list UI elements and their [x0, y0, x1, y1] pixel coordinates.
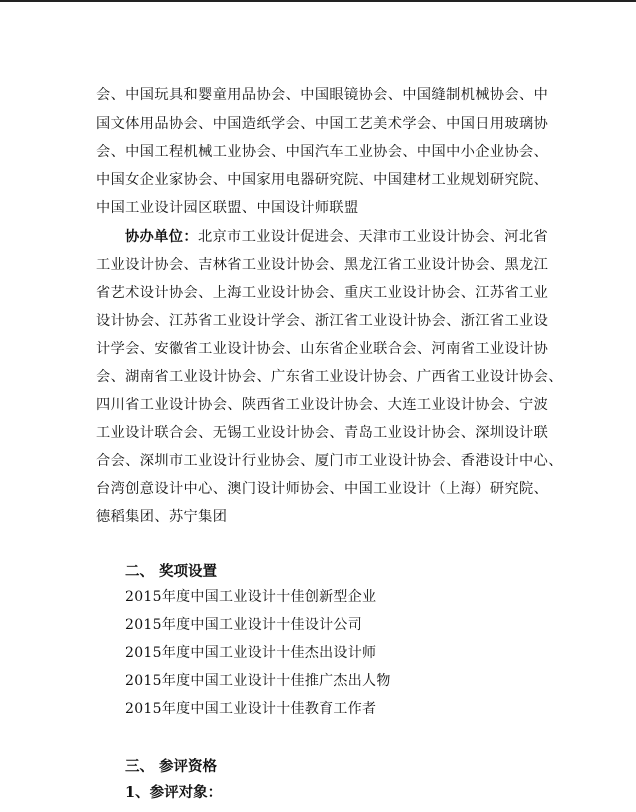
co-organizers-line-1: 工业设计协会、吉林省工业设计协会、黑龙江省工业设计协会、黑龙江: [96, 257, 549, 273]
co-organizers-first-line: [125, 227, 548, 247]
award-item-1: 2015年度中国工业设计十佳创新型企业: [125, 589, 377, 605]
co-organizers-label: 协办单位：: [125, 229, 198, 245]
organizers-line-5: 中国工业设计园区联盟、中国设计师联盟: [96, 200, 359, 216]
co-organizers-line-5: 会、湖南省工业设计协会、广东省工业设计协会、广西省工业设计协会、: [96, 369, 563, 385]
co-organizers-line-10: 德稻集团、苏宁集团: [96, 509, 228, 525]
organizers-line-1: 会、中国玩具和婴童用品协会、中国眼镜协会、中国缝制机械协会、中: [96, 87, 549, 103]
co-organizers-line-4: 计学会、安徽省工业设计协会、山东省企业联合会、河南省工业设计协: [96, 341, 549, 357]
eligibility-sub-heading: 1、参评对象：: [125, 784, 223, 801]
award-item-3: 2015年度中国工业设计十佳杰出设计师: [125, 645, 377, 661]
organizers-line-2: 国文体用品协会、中国造纸学会、中国工艺美术学会、中国日用玻璃协: [96, 116, 549, 132]
co-organizers-line-3: 设计协会、江苏省工业设计学会、浙江省工业设计协会、浙江省工业设: [96, 313, 549, 329]
awards-section-heading: 二、 奖项设置: [125, 563, 218, 580]
co-organizers-first-text: 北京市工业设计促进会、天津市工业设计协会、河北省: [197, 229, 549, 245]
co-organizers-line-8: 合会、深圳市工业设计行业协会、厦门市工业设计协会、香港设计中心、: [96, 453, 563, 469]
organizers-line-3: 会、中国工程机械工业协会、中国汽车工业协会、中国中小企业协会、: [96, 144, 549, 160]
co-organizers-line-9: 台湾创意设计中心、澳门设计师协会、中国工业设计（上海）研究院、: [96, 481, 549, 497]
co-organizers-line-7: 工业设计联合会、无锡工业设计协会、青岛工业设计协会、深圳设计联: [96, 425, 549, 441]
co-organizers-line-2: 省艺术设计协会、上海工业设计协会、重庆工业设计协会、江苏省工业: [96, 285, 549, 301]
organizers-line-4: 中国女企业家协会、中国家用电器研究院、中国建材工业规划研究院、: [96, 172, 549, 188]
eligibility-section-heading: 三、 参评资格: [125, 758, 218, 775]
co-organizers-line-6: 四川省工业设计协会、陕西省工业设计协会、大连工业设计协会、宁波: [96, 397, 549, 413]
award-item-4: 2015年度中国工业设计十佳推广杰出人物: [125, 673, 391, 689]
award-item-5: 2015年度中国工业设计十佳教育工作者: [125, 701, 377, 717]
award-item-2: 2015年度中国工业设计十佳设计公司: [125, 617, 363, 633]
